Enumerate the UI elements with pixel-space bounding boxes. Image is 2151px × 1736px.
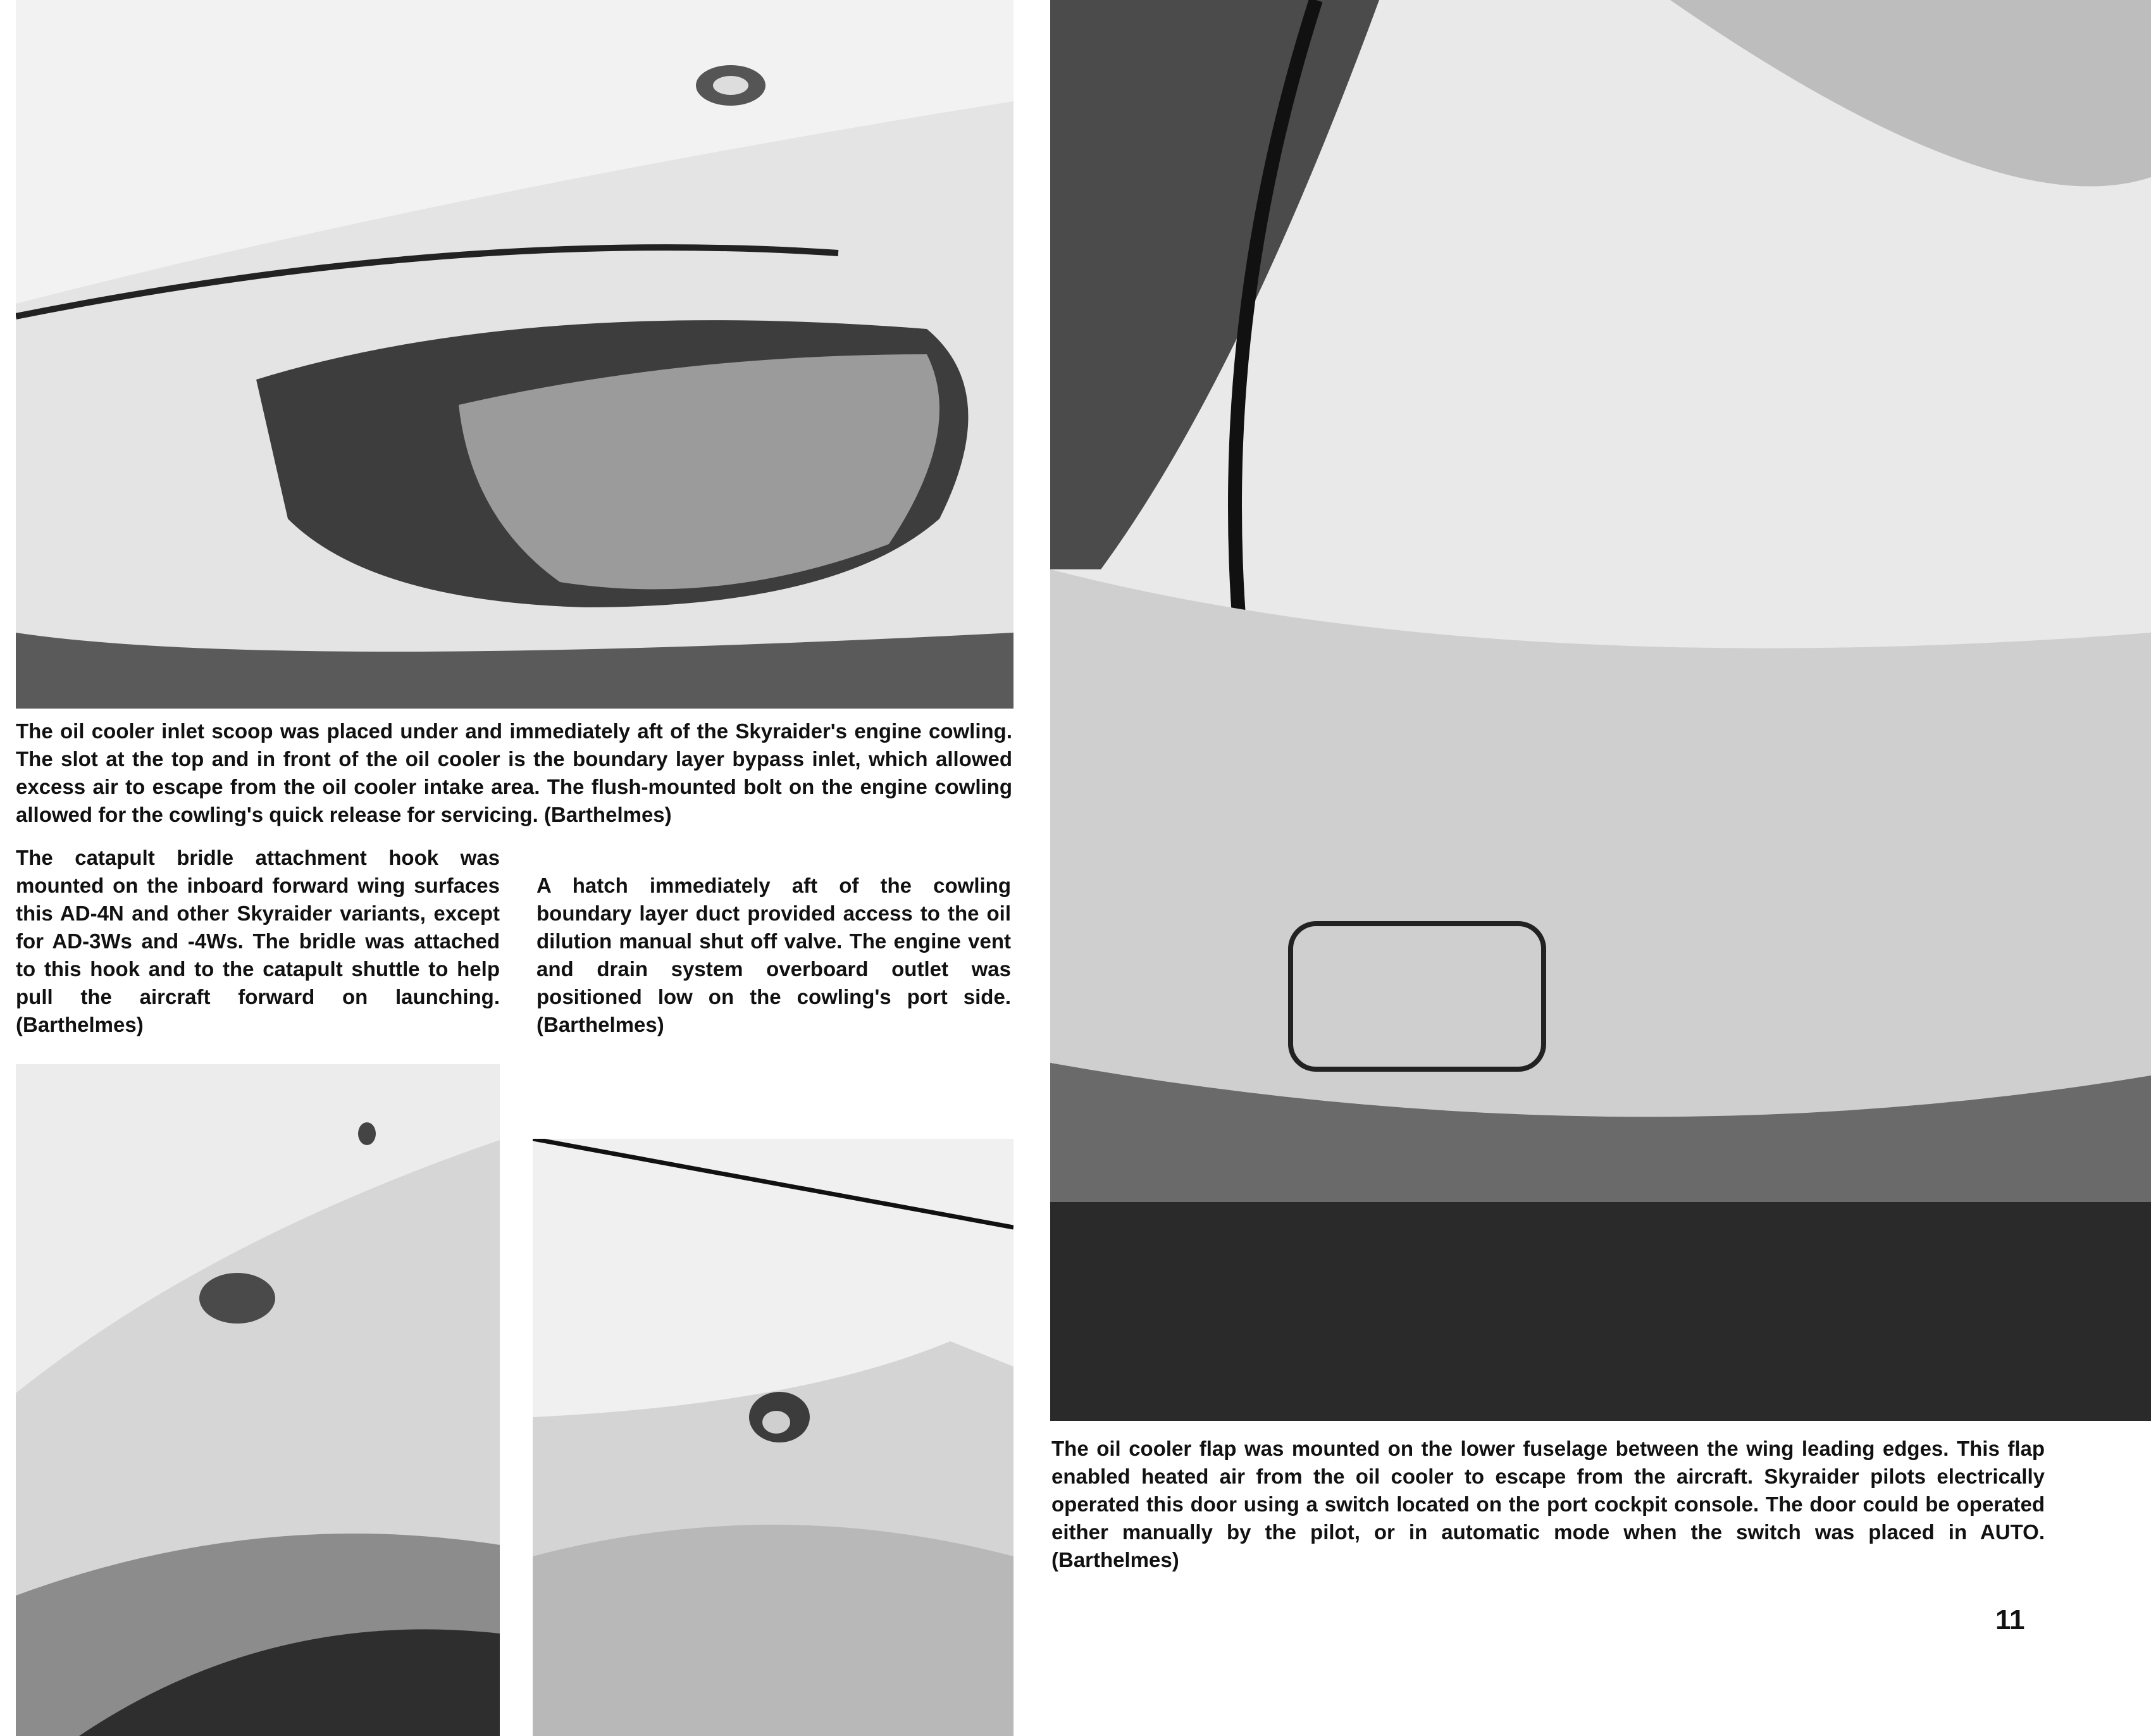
photo-bridle-hook (16, 1064, 500, 1736)
caption-hatch: A hatch immediately aft of the cowling boundary layer duct provided access to the oil dilution manual shut off valve. The engine vent and drain system overboard outlet was positioned low on the cowling's port side. (Barthelmes) (536, 874, 1011, 1036)
photo-oil-cooler-scoop (16, 0, 1014, 709)
photo-hatch (533, 1139, 1014, 1736)
hatch-illustration (533, 1139, 1014, 1736)
caption-oil-cooler-scoop: The oil cooler inlet scoop was placed under and immediately aft of the Skyraider's engine cowling. The slot at the top and in front of the oil cooler is the boundary layer bypass inlet, which allowed excess air to escape from the oil cooler intake area. The flush-mounted bolt on the engine cowling allowed for the cowling's quick release for servicing. (Barthelmes) (16, 719, 1012, 826)
caption-oil-cooler-flap: The oil cooler flap was mounted on the lower fuselage between the wing leading edges. This flap enabled heated air from the oil cooler to escape from the aircraft. Skyraider pilots electrically operated this door using a switch located on the port cockpit console. The door could be operated either manually by the pilot, or in automatic mode when the switch was placed in AUTO. (Barthelmes) (1051, 1437, 2045, 1572)
oil-cooler-scoop-illustration (16, 0, 1014, 709)
oil-cooler-flap-illustration (1050, 0, 2151, 1421)
page-number: 11 (1995, 1604, 2025, 1635)
bridle-hook-illustration (16, 1064, 500, 1736)
photo-oil-cooler-flap (1050, 0, 2151, 1421)
caption-bridle-hook: The catapult bridle attachment hook was mounted on the inboard forward wing surfaces this AD-4N and other Skyraider variants, except for AD-3Ws and -4Ws. The bridle was attached to this hook and to the catapult shuttle to help pull the aircraft forward on launching. (Barthelmes) (16, 846, 500, 1036)
